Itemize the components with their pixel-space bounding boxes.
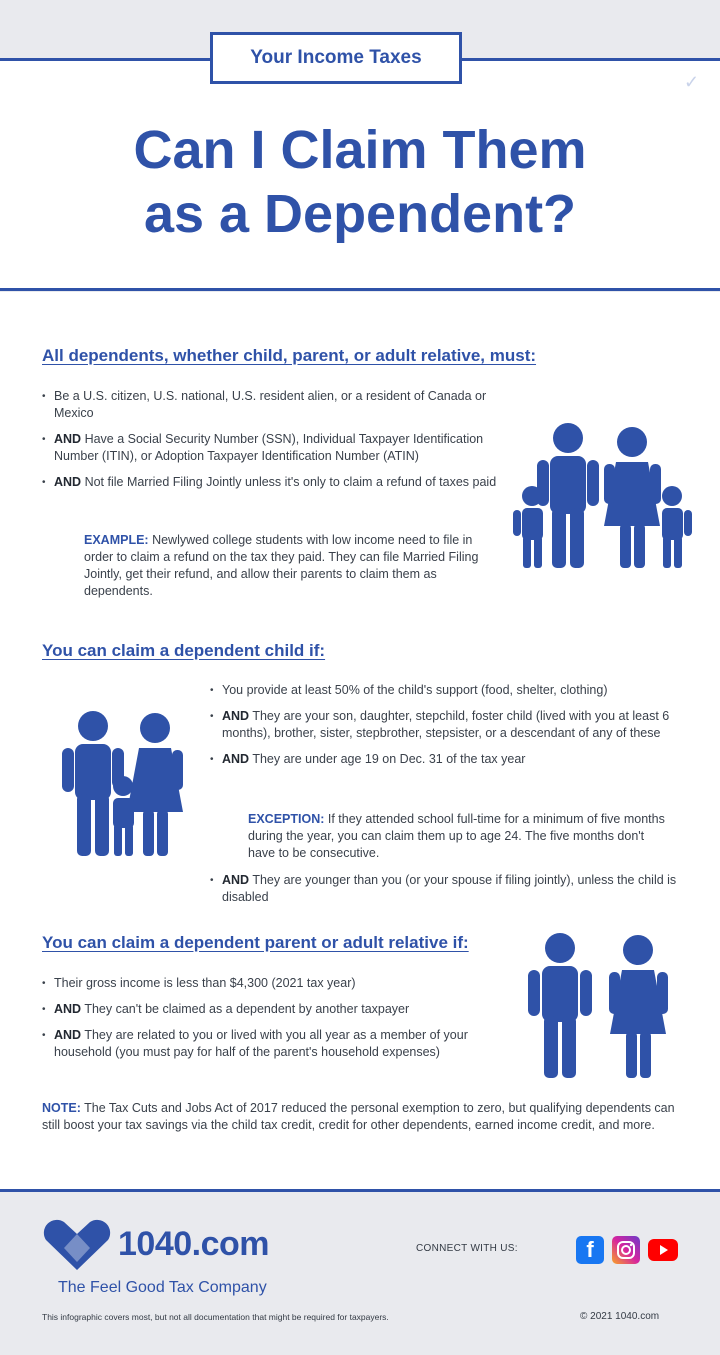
list-item: • AND Not file Married Filing Jointly unless it's only to claim a refund of taxes paid	[42, 474, 497, 491]
page-title-line-2: as a Dependent?	[143, 184, 577, 244]
list-item: • AND They can't be claimed as a dependent by another taxpayer	[42, 1001, 472, 1018]
page-title-line-1: Can I Claim Them	[133, 120, 587, 180]
copyright-text: © 2021 1040.com	[580, 1311, 660, 1322]
all-dependents-list	[42, 388, 497, 500]
footer	[0, 1192, 720, 1355]
section-heading-dependent-child: You can claim a dependent child if:	[42, 641, 326, 660]
section-heading-dependent-parent: You can claim a dependent parent or adult relative if:	[42, 933, 469, 952]
connect-label: CONNECT WITH US:	[416, 1243, 518, 1254]
tagline: The Feel Good Tax Company	[58, 1279, 267, 1296]
list-item: • AND They are your son, daughter, stepchild, foster child (lived with you at least 6 months), brother, sister, stepbrother, stepsister, or a descendant of any of these	[210, 708, 680, 742]
list-item: • AND They are related to you or lived with you all year as a member of your household (you must pay for half of the parent's household expenses)	[42, 1027, 472, 1061]
checkmark-icon: ✓	[684, 72, 700, 92]
family-of-three-icon	[55, 708, 195, 858]
section-heading-all-dependents: All dependents, whether child, parent, or adult relative, must:	[42, 346, 537, 365]
exception-note: EXCEPTION: If they attended school full-time for a minimum of five months during the year, you can claim them up to age 24. The five months don't have to be consecutive.	[248, 812, 665, 860]
logo-wordmark[interactable]: 1040.com	[118, 1225, 269, 1263]
facebook-icon[interactable]: f	[576, 1236, 604, 1264]
list-item: • AND They are under age 19 on Dec. 31 of the tax year	[210, 751, 680, 768]
list-item: • AND They are younger than you (or your spouse if filing jointly), unless the child is disabled	[210, 872, 680, 906]
youtube-icon[interactable]	[648, 1239, 678, 1261]
heart-logo-icon[interactable]	[42, 1218, 112, 1272]
parents-icon	[520, 930, 680, 1080]
topic-tag-label: Your Income Taxes	[250, 47, 422, 68]
example-note: EXAMPLE: Newlywed college students with low income need to file in order to claim a refund on the tax they paid. They can file Married Filing Jointly, get their refund, and allow their parents to claim them as dependents.	[84, 533, 479, 598]
list-item: • AND Have a Social Security Number (SSN), Individual Taxpayer Identification Number (ITIN), or Adoption Taxpayer Identification Number (ATIN)	[42, 431, 497, 465]
note-paragraph: NOTE: The Tax Cuts and Jobs Act of 2017 reduced the personal exemption to zero, but qualifying dependents can still boost your tax savings via the child tax credit, credit for other dependents, earned income credit, and more.	[42, 1101, 675, 1132]
dependent-parent-list	[42, 975, 472, 1070]
topic-tag	[210, 32, 462, 84]
family-of-four-icon	[510, 420, 695, 570]
dependent-child-list-continued	[210, 872, 680, 915]
list-item: • You provide at least 50% of the child's support (food, shelter, clothing)	[210, 682, 680, 699]
header-divider-bottom	[0, 288, 720, 291]
disclaimer-text: This infographic covers most, but not all documentation that might be required for taxpayers.	[42, 1312, 389, 1322]
list-item: • Their gross income is less than $4,300 (2021 tax year)	[42, 975, 472, 992]
page-title	[60, 118, 660, 246]
list-item: • Be a U.S. citizen, U.S. national, U.S. resident alien, or a resident of Canada or Mexico	[42, 388, 497, 422]
dependent-child-list	[210, 682, 680, 777]
instagram-icon[interactable]	[612, 1236, 640, 1264]
